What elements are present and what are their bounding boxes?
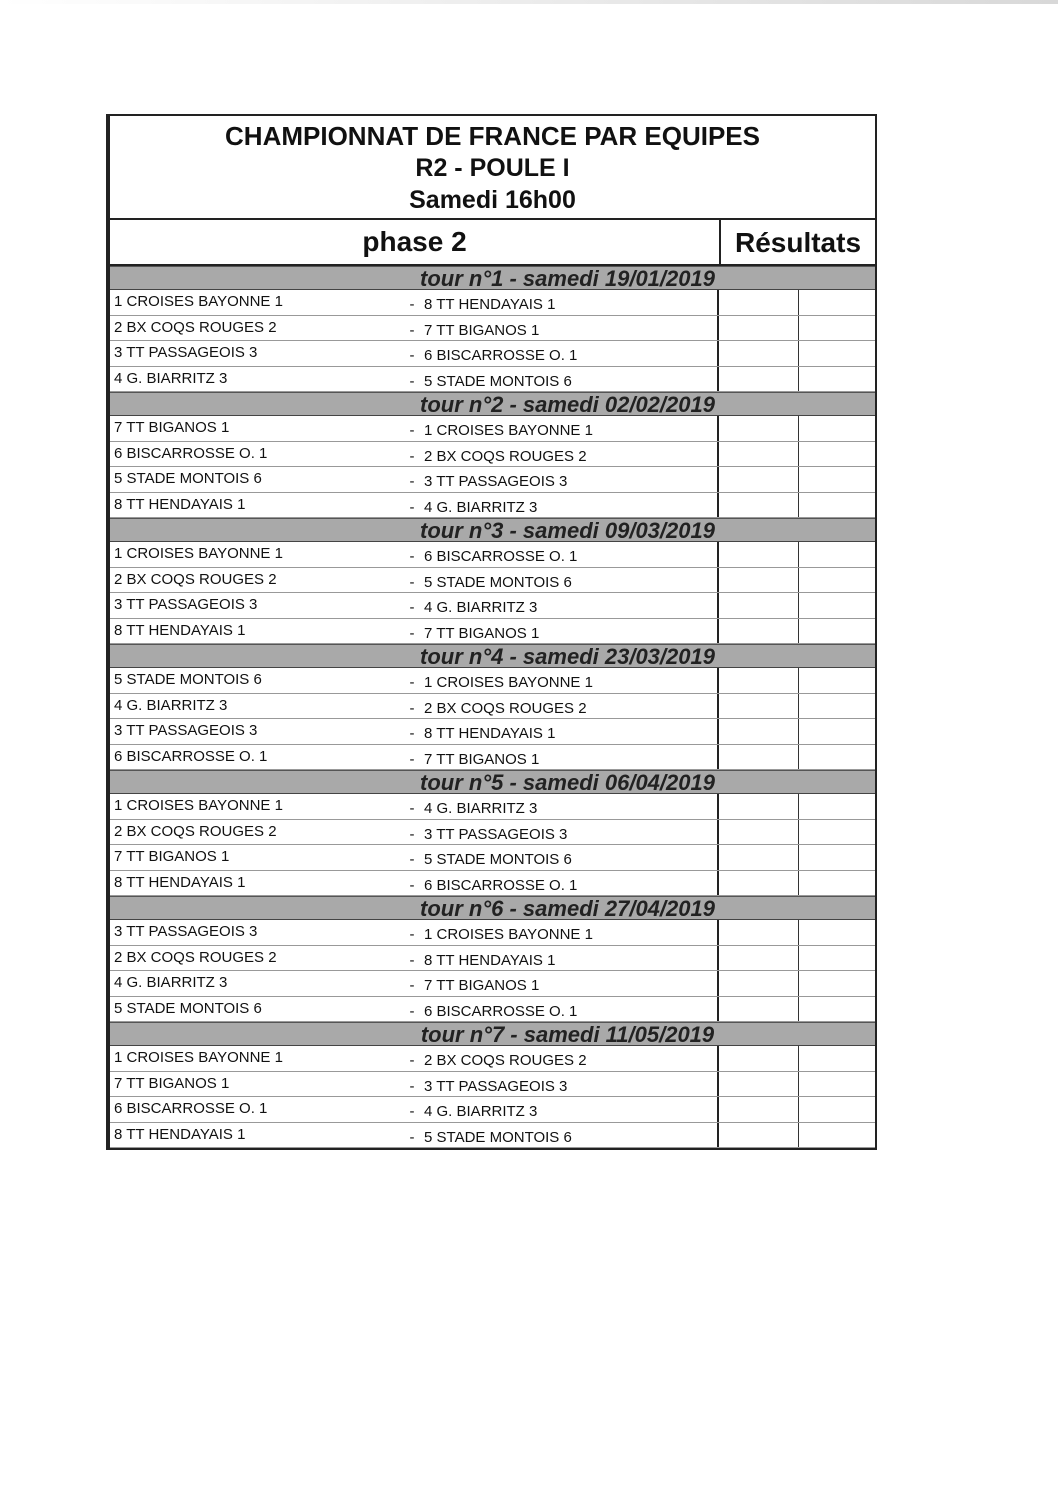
match-row bbox=[110, 871, 875, 897]
home-score-cell[interactable] bbox=[719, 493, 799, 518]
away-score-cell[interactable] bbox=[799, 493, 875, 518]
away-score-cell[interactable] bbox=[799, 1097, 875, 1122]
home-team: 3 TT PASSAGEOIS 3 bbox=[114, 722, 258, 739]
home-team: 3 TT PASSAGEOIS 3 bbox=[114, 923, 258, 940]
away-score-cell[interactable] bbox=[799, 694, 875, 719]
home-team: 7 TT BIGANOS 1 bbox=[114, 848, 230, 865]
home-score-cell[interactable] bbox=[719, 745, 799, 770]
away-team: 3 TT PASSAGEOIS 3 bbox=[424, 1072, 719, 1097]
match-separator: - bbox=[409, 447, 415, 465]
round-block bbox=[110, 896, 875, 1022]
match-separator: - bbox=[409, 1052, 415, 1069]
match-row bbox=[110, 719, 875, 745]
match-row bbox=[110, 290, 875, 316]
document-header bbox=[110, 116, 875, 220]
home-score-cell[interactable] bbox=[719, 845, 799, 870]
home-team: 4 G. BIARRITZ 3 bbox=[114, 974, 228, 991]
away-score-cell[interactable] bbox=[799, 542, 875, 567]
away-team: 3 TT PASSAGEOIS 3 bbox=[424, 820, 719, 845]
away-team: 4 G. BIARRITZ 3 bbox=[424, 1097, 719, 1122]
match-row bbox=[110, 416, 875, 442]
round-title: tour n°2 - samedi 02/02/2019 bbox=[110, 393, 875, 416]
match-separator: - bbox=[409, 624, 415, 642]
match-row bbox=[110, 920, 875, 946]
away-score-cell[interactable] bbox=[799, 971, 875, 996]
away-score-cell[interactable] bbox=[799, 1046, 875, 1071]
match-separator: - bbox=[409, 1128, 415, 1146]
match-row bbox=[110, 1123, 875, 1149]
away-team: 8 TT HENDAYAIS 1 bbox=[424, 290, 719, 315]
away-team: 4 G. BIARRITZ 3 bbox=[424, 593, 719, 618]
home-score-cell[interactable] bbox=[719, 316, 799, 341]
away-score-cell[interactable] bbox=[799, 1123, 875, 1148]
home-score-cell[interactable] bbox=[719, 442, 799, 467]
match-separator: - bbox=[409, 573, 415, 591]
round-block bbox=[110, 1022, 875, 1148]
home-score-cell[interactable] bbox=[719, 467, 799, 492]
away-team: 1 CROISES BAYONNE 1 bbox=[424, 920, 719, 945]
home-team: 5 STADE MONTOIS 6 bbox=[114, 470, 262, 487]
home-score-cell[interactable] bbox=[719, 1097, 799, 1122]
phase-label: phase 2 bbox=[110, 220, 721, 264]
home-score-cell[interactable] bbox=[719, 719, 799, 744]
away-team: 5 STADE MONTOIS 6 bbox=[424, 568, 719, 593]
home-score-cell[interactable] bbox=[719, 946, 799, 971]
match-row bbox=[110, 694, 875, 720]
away-score-cell[interactable] bbox=[799, 745, 875, 770]
home-score-cell[interactable] bbox=[719, 997, 799, 1022]
away-score-cell[interactable] bbox=[799, 1072, 875, 1097]
round-title: tour n°7 - samedi 11/05/2019 bbox=[110, 1023, 875, 1046]
match-row bbox=[110, 668, 875, 694]
away-score-cell[interactable] bbox=[799, 946, 875, 971]
home-team: 2 BX COQS ROUGES 2 bbox=[114, 570, 277, 588]
away-team: 6 BISCARROSSE O. 1 bbox=[424, 341, 719, 366]
match-row bbox=[110, 1046, 875, 1072]
home-score-cell[interactable] bbox=[719, 871, 799, 896]
away-score-cell[interactable] bbox=[799, 719, 875, 744]
match-row bbox=[110, 1072, 875, 1098]
home-team: 5 STADE MONTOIS 6 bbox=[114, 999, 262, 1017]
match-separator: - bbox=[409, 498, 415, 516]
away-team: 6 BISCARROSSE O. 1 bbox=[424, 871, 719, 896]
round-block bbox=[110, 266, 875, 392]
match-row bbox=[110, 997, 875, 1023]
away-team: 4 G. BIARRITZ 3 bbox=[424, 493, 719, 518]
round-title: tour n°1 - samedi 19/01/2019 bbox=[110, 267, 875, 290]
home-team: 2 BX COQS ROUGES 2 bbox=[114, 948, 277, 966]
home-team: 6 BISCARROSSE O. 1 bbox=[114, 1100, 268, 1117]
home-team: 8 TT HENDAYAIS 1 bbox=[114, 1125, 246, 1143]
home-score-cell[interactable] bbox=[719, 416, 799, 441]
home-score-cell[interactable] bbox=[719, 668, 799, 693]
away-team: 1 CROISES BAYONNE 1 bbox=[424, 416, 719, 441]
match-separator: - bbox=[409, 372, 415, 390]
match-row bbox=[110, 316, 875, 342]
round-title: tour n°3 - samedi 09/03/2019 bbox=[110, 519, 875, 542]
home-score-cell[interactable] bbox=[719, 1072, 799, 1097]
match-row bbox=[110, 794, 875, 820]
match-separator: - bbox=[409, 1002, 415, 1020]
round-title: tour n°4 - samedi 23/03/2019 bbox=[110, 645, 875, 668]
home-team: 3 TT PASSAGEOIS 3 bbox=[114, 344, 258, 361]
away-team: 2 BX COQS ROUGES 2 bbox=[424, 1046, 719, 1071]
match-separator: - bbox=[409, 926, 415, 943]
page-edge-line bbox=[0, 0, 1058, 4]
match-row bbox=[110, 341, 875, 367]
away-team: 2 BX COQS ROUGES 2 bbox=[424, 694, 719, 719]
away-score-cell[interactable] bbox=[799, 871, 875, 896]
match-separator: - bbox=[409, 422, 415, 439]
match-separator: - bbox=[409, 750, 415, 768]
home-team: 6 BISCARROSSE O. 1 bbox=[114, 444, 268, 462]
away-score-cell[interactable] bbox=[799, 619, 875, 644]
home-team: 3 TT PASSAGEOIS 3 bbox=[114, 596, 258, 613]
away-score-cell[interactable] bbox=[799, 467, 875, 492]
home-team: 7 TT BIGANOS 1 bbox=[114, 1074, 230, 1092]
round-block bbox=[110, 518, 875, 644]
away-score-cell[interactable] bbox=[799, 845, 875, 870]
home-score-cell[interactable] bbox=[719, 341, 799, 366]
home-team: 4 G. BIARRITZ 3 bbox=[114, 696, 228, 714]
home-team: 1 CROISES BAYONNE 1 bbox=[114, 545, 283, 562]
away-team: 3 TT PASSAGEOIS 3 bbox=[424, 467, 719, 492]
results-label: Résultats bbox=[734, 227, 862, 258]
away-score-cell[interactable] bbox=[799, 367, 875, 392]
match-row bbox=[110, 467, 875, 493]
match-row bbox=[110, 1097, 875, 1123]
match-separator: - bbox=[409, 800, 415, 817]
match-separator: - bbox=[409, 851, 415, 868]
away-team: 4 G. BIARRITZ 3 bbox=[424, 794, 719, 819]
match-separator: - bbox=[409, 548, 415, 565]
home-team: 2 BX COQS ROUGES 2 bbox=[114, 822, 277, 840]
away-team: 6 BISCARROSSE O. 1 bbox=[424, 542, 719, 567]
match-row bbox=[110, 946, 875, 972]
match-separator: - bbox=[409, 599, 415, 616]
home-team: 2 BX COQS ROUGES 2 bbox=[114, 318, 277, 336]
match-row bbox=[110, 820, 875, 846]
away-score-cell[interactable] bbox=[799, 997, 875, 1022]
home-score-cell[interactable] bbox=[719, 1046, 799, 1071]
match-separator: - bbox=[409, 977, 415, 994]
home-score-cell[interactable] bbox=[719, 367, 799, 392]
away-team: 7 TT BIGANOS 1 bbox=[424, 316, 719, 341]
away-team: 7 TT BIGANOS 1 bbox=[424, 971, 719, 996]
away-team: 2 BX COQS ROUGES 2 bbox=[424, 442, 719, 467]
match-row bbox=[110, 971, 875, 997]
away-score-cell[interactable] bbox=[799, 568, 875, 593]
home-team: 5 STADE MONTOIS 6 bbox=[114, 671, 262, 688]
home-score-cell[interactable] bbox=[719, 971, 799, 996]
home-score-cell[interactable] bbox=[719, 920, 799, 945]
home-team: 8 TT HENDAYAIS 1 bbox=[114, 873, 246, 891]
away-team: 5 STADE MONTOIS 6 bbox=[424, 845, 719, 870]
home-score-cell[interactable] bbox=[719, 820, 799, 845]
away-team: 7 TT BIGANOS 1 bbox=[424, 619, 719, 644]
rounds-container bbox=[110, 266, 875, 1148]
home-team: 8 TT HENDAYAIS 1 bbox=[114, 621, 246, 639]
round-title: tour n°5 - samedi 06/04/2019 bbox=[110, 771, 875, 794]
match-separator: - bbox=[409, 1077, 415, 1095]
match-row bbox=[110, 442, 875, 468]
match-row bbox=[110, 493, 875, 519]
away-team: 5 STADE MONTOIS 6 bbox=[424, 1123, 719, 1148]
away-score-cell[interactable] bbox=[799, 442, 875, 467]
division-title: R2 - POULE I bbox=[415, 154, 570, 182]
match-separator: - bbox=[409, 951, 415, 969]
away-team: 1 CROISES BAYONNE 1 bbox=[424, 668, 719, 693]
away-team: 6 BISCARROSSE O. 1 bbox=[424, 997, 719, 1022]
away-score-cell[interactable] bbox=[799, 416, 875, 441]
round-block bbox=[110, 770, 875, 896]
home-team: 1 CROISES BAYONNE 1 bbox=[114, 293, 283, 310]
match-separator: - bbox=[409, 473, 415, 490]
home-team: 1 CROISES BAYONNE 1 bbox=[114, 797, 283, 814]
match-row bbox=[110, 593, 875, 619]
match-separator: - bbox=[409, 296, 415, 313]
away-team: 7 TT BIGANOS 1 bbox=[424, 745, 719, 770]
home-score-cell[interactable] bbox=[719, 593, 799, 618]
phase-row bbox=[110, 220, 875, 266]
home-team: 8 TT HENDAYAIS 1 bbox=[114, 495, 246, 513]
away-team: 8 TT HENDAYAIS 1 bbox=[424, 946, 719, 971]
away-team: 8 TT HENDAYAIS 1 bbox=[424, 719, 719, 744]
match-separator: - bbox=[409, 1103, 415, 1120]
away-score-cell[interactable] bbox=[799, 794, 875, 819]
schedule-time: Samedi 16h00 bbox=[409, 186, 576, 214]
away-score-cell[interactable] bbox=[799, 341, 875, 366]
away-score-cell[interactable] bbox=[799, 820, 875, 845]
home-score-cell[interactable] bbox=[719, 542, 799, 567]
away-score-cell[interactable] bbox=[799, 316, 875, 341]
match-row bbox=[110, 845, 875, 871]
match-row bbox=[110, 619, 875, 645]
match-separator: - bbox=[409, 825, 415, 843]
home-score-cell[interactable] bbox=[719, 694, 799, 719]
match-separator: - bbox=[409, 321, 415, 339]
away-score-cell[interactable] bbox=[799, 668, 875, 693]
match-separator: - bbox=[409, 674, 415, 691]
match-separator: - bbox=[409, 347, 415, 364]
home-team: 6 BISCARROSSE O. 1 bbox=[114, 747, 268, 765]
home-score-cell[interactable] bbox=[719, 568, 799, 593]
home-team: 4 G. BIARRITZ 3 bbox=[114, 369, 228, 387]
round-block bbox=[110, 644, 875, 770]
round-title: tour n°6 - samedi 27/04/2019 bbox=[110, 897, 875, 920]
home-score-cell[interactable] bbox=[719, 794, 799, 819]
home-score-cell[interactable] bbox=[719, 290, 799, 315]
away-score-cell[interactable] bbox=[799, 920, 875, 945]
match-row bbox=[110, 568, 875, 594]
round-block bbox=[110, 392, 875, 518]
schedule-sheet bbox=[106, 114, 877, 1150]
match-separator: - bbox=[409, 699, 415, 717]
match-row bbox=[110, 745, 875, 771]
match-row bbox=[110, 542, 875, 568]
away-team: 5 STADE MONTOIS 6 bbox=[424, 367, 719, 392]
home-team: 7 TT BIGANOS 1 bbox=[114, 419, 230, 436]
home-score-cell[interactable] bbox=[719, 1123, 799, 1148]
home-score-cell[interactable] bbox=[719, 619, 799, 644]
away-score-cell[interactable] bbox=[799, 290, 875, 315]
away-score-cell[interactable] bbox=[799, 593, 875, 618]
match-row bbox=[110, 367, 875, 393]
match-separator: - bbox=[409, 876, 415, 894]
championship-title: CHAMPIONNAT DE FRANCE PAR EQUIPES bbox=[225, 121, 760, 151]
home-team: 1 CROISES BAYONNE 1 bbox=[114, 1049, 283, 1066]
match-separator: - bbox=[409, 725, 415, 742]
